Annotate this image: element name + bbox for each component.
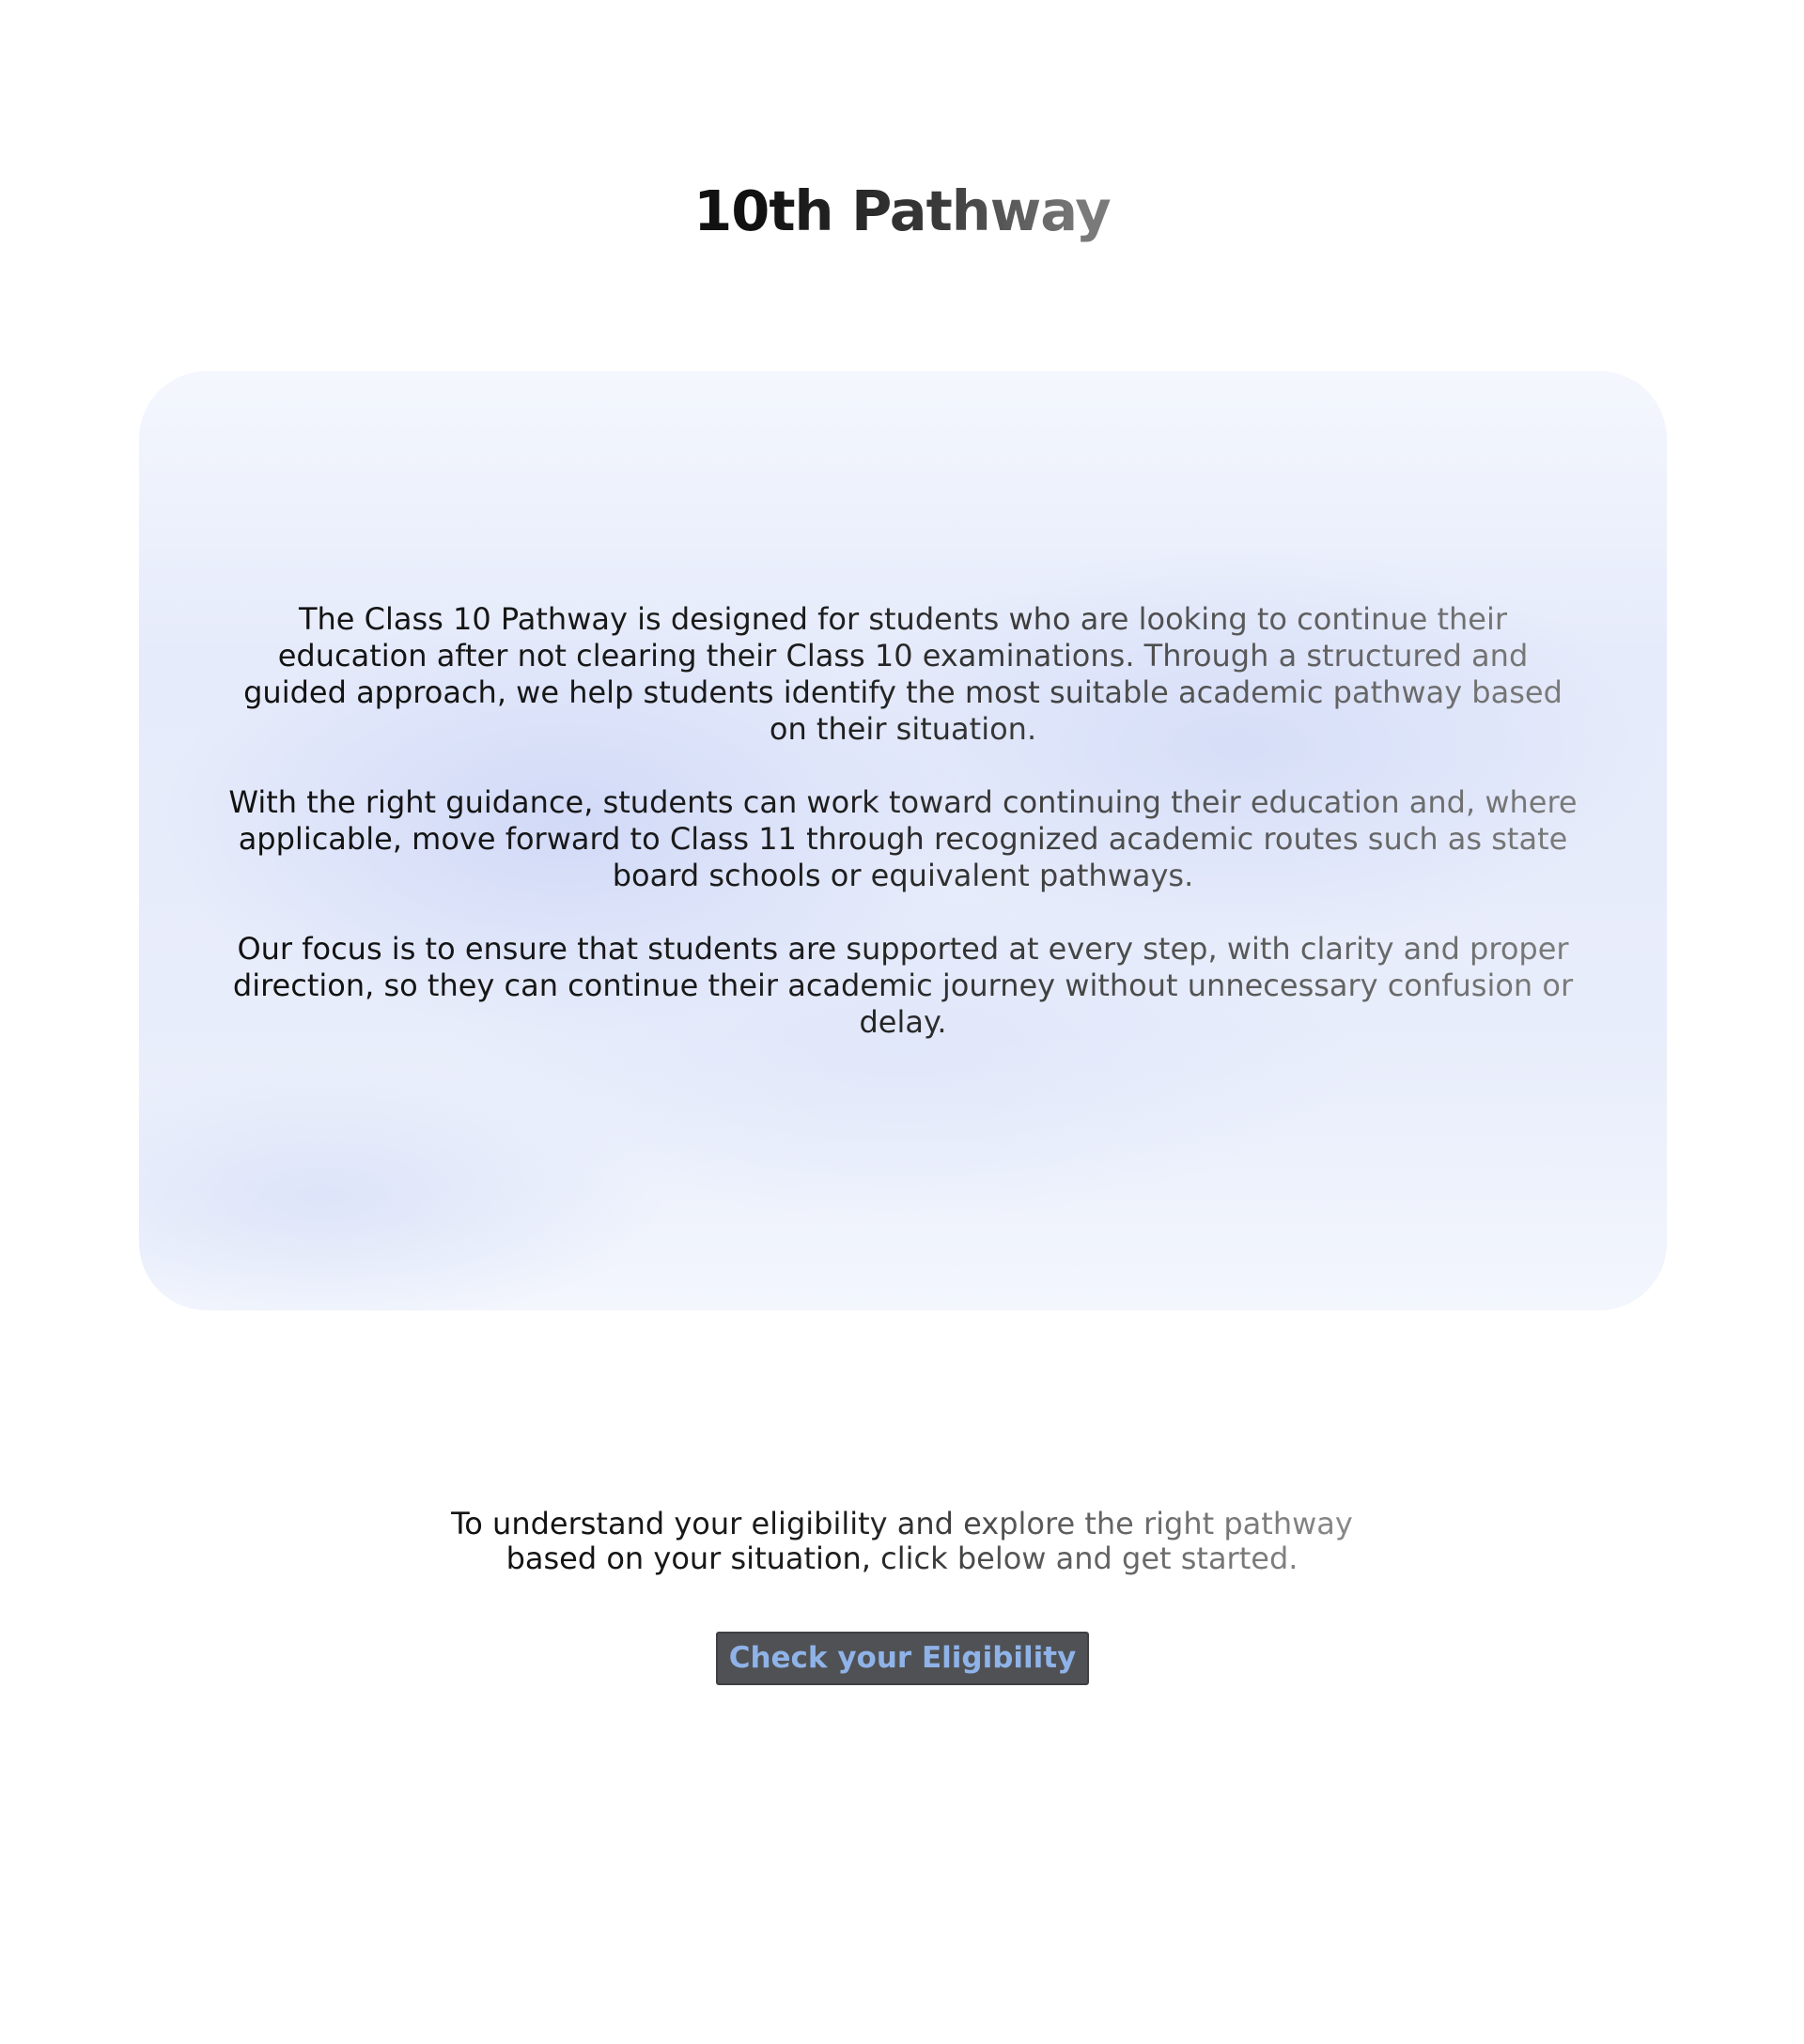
cta-message-line-2: based on your situation, click below and get started. [451, 1541, 1353, 1576]
cta-message [0, 1507, 1804, 1576]
page-title: 10th Pathway [0, 178, 1804, 244]
cta-message-block [451, 1507, 1353, 1576]
intro-card [139, 371, 1667, 1310]
check-eligibility-button[interactable]: Check your Eligibility [716, 1632, 1089, 1685]
intro-paragraph-3: Our focus is to ensure that students are supported at every step, with clarity and proper direction, so they can continue their academic journey without unnecessary confusion or delay. [224, 931, 1582, 1041]
intro-text [224, 601, 1582, 1041]
intro-paragraph-2: With the right guidance, students can work toward continuing their education and, where applicable, move forward to Class 11 through recognized academic routes such as state board schools or equivalent pathways. [224, 784, 1582, 894]
cta-message-line-1: To understand your eligibility and explore the right pathway [451, 1506, 1353, 1541]
intro-paragraph-1: The Class 10 Pathway is designed for students who are looking to continue their education after not clearing their Class 10 examinations. Through a structured and guided approach, we help students identify the most suitable academic pathway based on their situation. [224, 601, 1582, 748]
